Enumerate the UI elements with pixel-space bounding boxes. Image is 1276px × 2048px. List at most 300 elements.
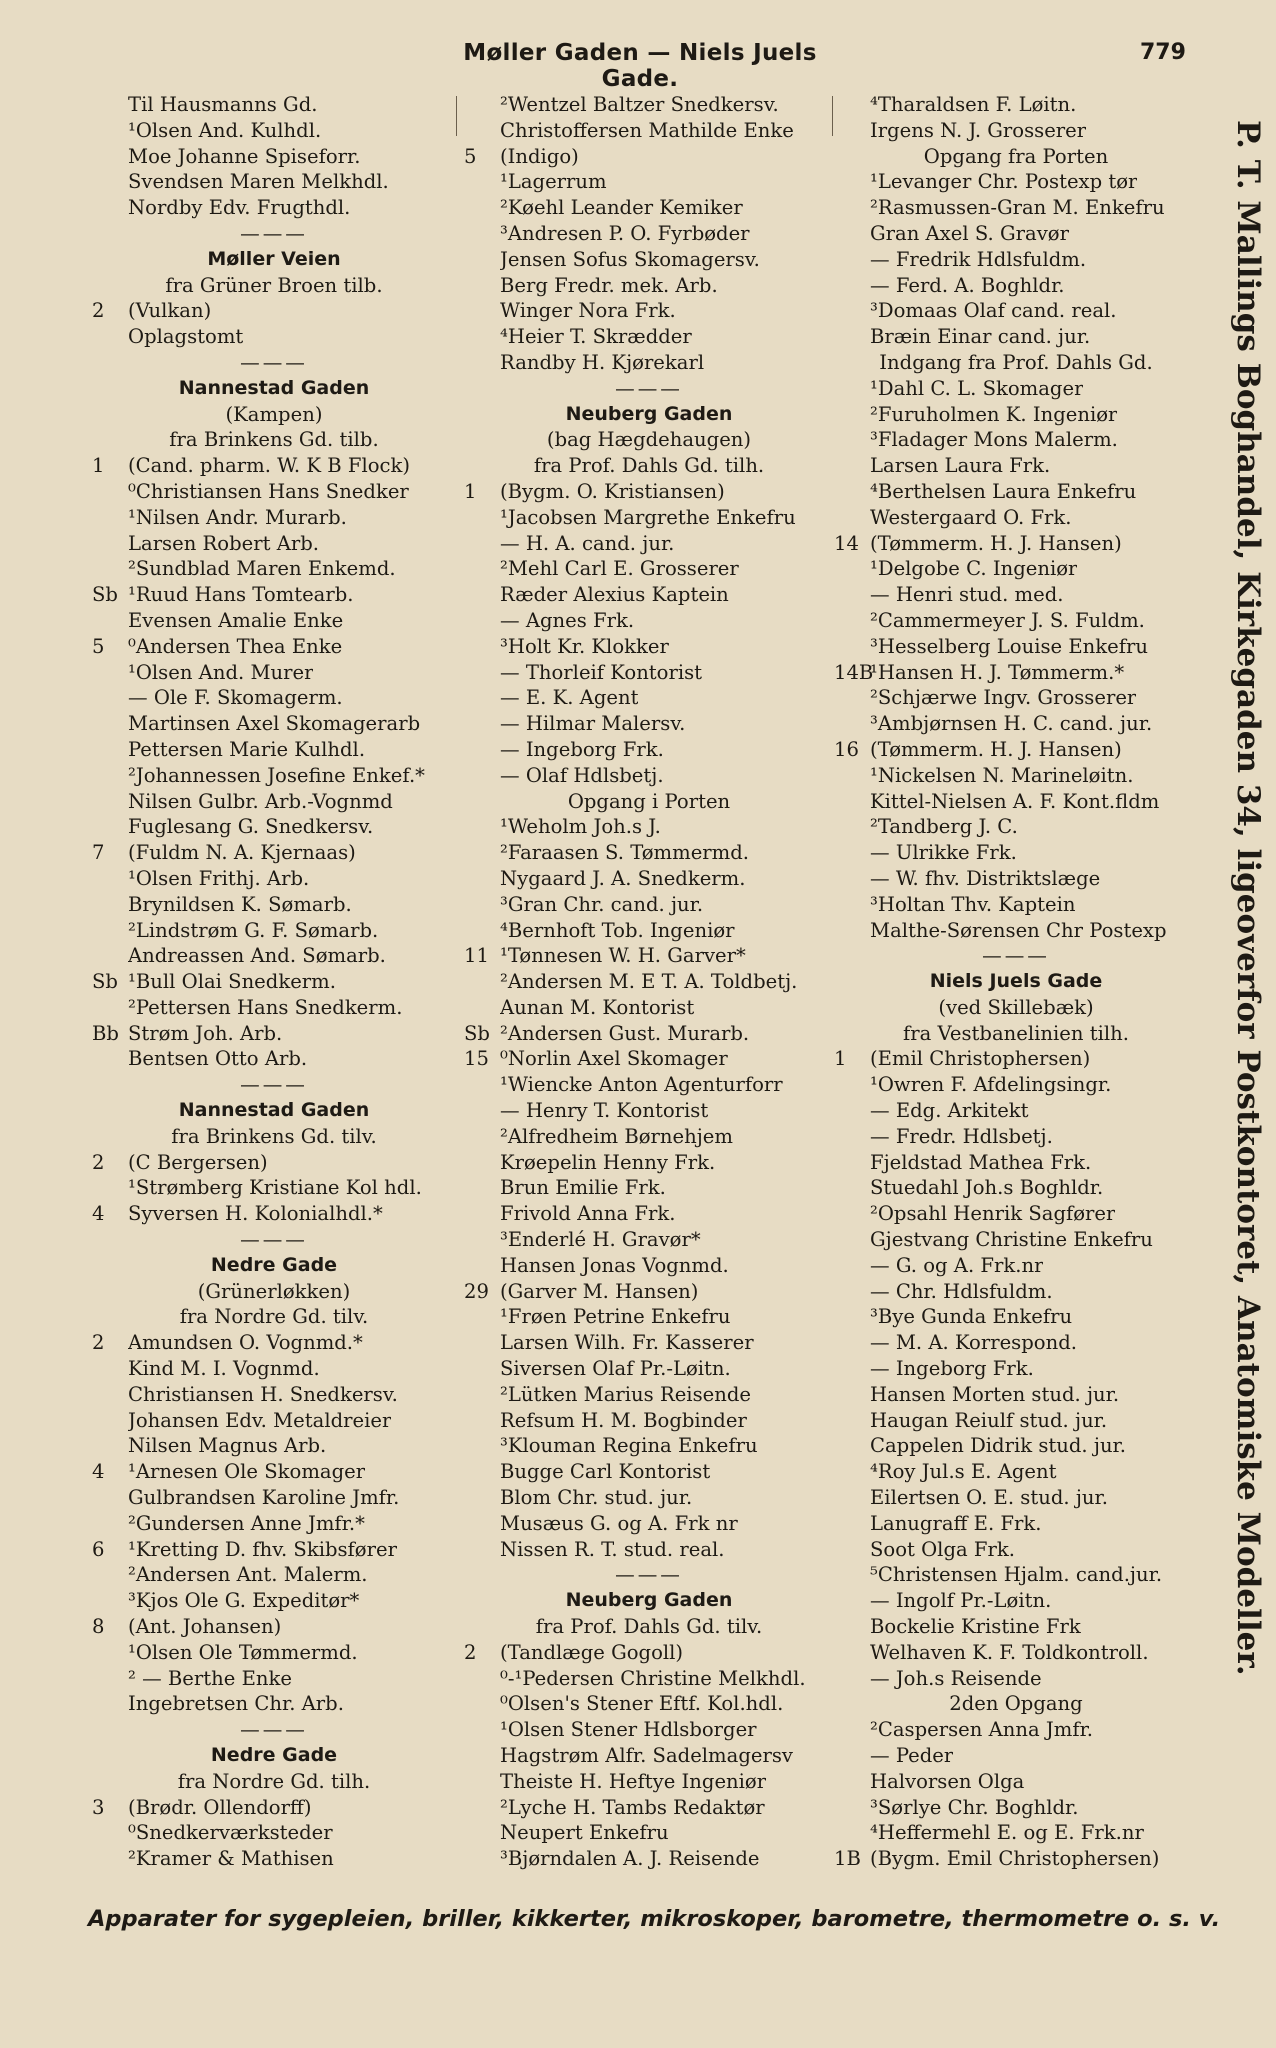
house-number (834, 1820, 870, 1846)
directory-entry (92, 943, 456, 969)
house-number (92, 737, 128, 763)
house-number (92, 118, 128, 144)
resident-text: Svendsen Maren Melkhdl. (128, 170, 389, 194)
directory-entry (92, 324, 456, 350)
directory-entry (834, 118, 1198, 144)
resident-text: ²Andersen Ant. Malerm. (128, 1563, 368, 1587)
resident-text: ²Tandberg J. C. (870, 815, 1018, 839)
resident-text: Amundsen O. Vognmd.* (128, 1331, 363, 1355)
resident-text: — E. K. Agent (500, 686, 639, 710)
street-heading (92, 1098, 456, 1124)
street-heading (92, 1253, 456, 1279)
house-number: Sb (92, 970, 118, 994)
resident-text: ²Faraasen S. Tømmermd. (500, 841, 750, 865)
resident-text: (Cand. pharm. W. K B Flock) (128, 454, 410, 478)
house-number (464, 1537, 500, 1563)
directory-entry (92, 711, 456, 737)
resident-text: ⁰-¹Pedersen Christine Melkhdl. (500, 1666, 806, 1690)
resident-text: ²Alfredheim Børnehjem (500, 1124, 733, 1148)
directory-entry (92, 918, 456, 944)
resident-text: — Ingeborg Frk. (870, 1357, 1034, 1381)
directory-entry (464, 1330, 834, 1356)
directory-entry (834, 273, 1198, 299)
street-subheading (464, 427, 834, 453)
house-number (464, 1201, 500, 1227)
resident-text: ²Andersen Gust. Murarb. (500, 1021, 750, 1045)
house-number (92, 1562, 128, 1588)
label-text: fra Nordre Gd. tilh. (177, 1769, 371, 1793)
resident-text: ¹Bull Olai Snedkerm. (128, 970, 336, 994)
directory-entry (464, 1820, 834, 1846)
directory-entry (92, 634, 456, 660)
directory-entry (834, 892, 1198, 918)
house-number (834, 92, 870, 118)
resident-text: — Agnes Frk. (500, 608, 635, 632)
directory-entry (92, 92, 456, 118)
page-title: Møller Gaden — Niels Juels Gade. (463, 40, 817, 92)
directory-entry (834, 1820, 1198, 1846)
directory-entry (92, 995, 456, 1021)
house-number (834, 1124, 870, 1150)
resident-text: Refsum H. M. Bogbinder (500, 1408, 747, 1432)
resident-text: Andreassen And. Sømarb. (128, 944, 386, 968)
directory-entry (834, 1485, 1198, 1511)
street-subheading (92, 1769, 456, 1795)
house-number (92, 1666, 128, 1692)
directory-entry (464, 918, 834, 944)
resident-text: Nilsen Magnus Arb. (128, 1434, 327, 1458)
label-text: ——— (615, 376, 683, 400)
house-number (92, 1820, 128, 1846)
resident-text: ³Gran Chr. cand. jur. (500, 892, 704, 916)
directory-entry (92, 969, 456, 995)
house-number (92, 711, 128, 737)
directory-entry (834, 1382, 1198, 1408)
house-number (464, 1717, 500, 1743)
resident-text: (Tømmerm. H. J. Hansen) (870, 737, 1122, 761)
resident-text: — Hilmar Malersv. (500, 712, 686, 736)
directory-entry (92, 1330, 456, 1356)
directory-entry (92, 144, 456, 170)
house-number: 11 (464, 944, 489, 968)
house-number: 5 (92, 634, 105, 658)
directory-entry (834, 789, 1198, 815)
house-number: 4 (92, 1202, 105, 1226)
house-number (464, 118, 500, 144)
house-number (464, 1459, 500, 1485)
house-number: 14 (834, 531, 859, 555)
directory-entry (92, 1795, 456, 1821)
directory-entry (834, 866, 1198, 892)
house-number (464, 582, 500, 608)
house-number (834, 582, 870, 608)
directory-entry (464, 763, 834, 789)
label-text: fra Brinkens Gd. tilb. (169, 428, 379, 452)
house-number: 3 (92, 1795, 105, 1819)
house-number (92, 1433, 128, 1459)
street-heading (92, 1743, 456, 1769)
resident-text: ³Kjos Ole G. Expeditør* (128, 1589, 360, 1613)
directory-entry (464, 1356, 834, 1382)
directory-entry (834, 1459, 1198, 1485)
label-text: ——— (240, 1228, 308, 1252)
house-number (834, 1537, 870, 1563)
house-number (92, 892, 128, 918)
directory-entry (834, 505, 1198, 531)
street-heading (464, 1588, 834, 1614)
directory-column-3 (834, 92, 1198, 1872)
house-number: 4 (92, 1460, 105, 1484)
directory-entry (834, 92, 1198, 118)
directory-entry (464, 1717, 834, 1743)
resident-text: Winger Nora Frk. (500, 299, 676, 323)
house-number (464, 1330, 500, 1356)
directory-entry (834, 1150, 1198, 1176)
resident-text: — Edg. Arkitekt (870, 1099, 1029, 1123)
directory-entry (464, 1304, 834, 1330)
directory-entry (834, 1279, 1198, 1305)
street-subheading (92, 402, 456, 428)
resident-text: ³Sørlye Chr. Boghldr. (870, 1795, 1079, 1819)
directory-entry (464, 1279, 834, 1305)
resident-text: Brynildsen K. Sømarb. (128, 892, 352, 916)
house-number: 1B (834, 1847, 861, 1871)
resident-text: ³Ambjørnsen H. C. cand. jur. (870, 712, 1153, 736)
house-number (92, 814, 128, 840)
resident-text: Hansen Morten stud. jur. (870, 1382, 1120, 1406)
directory-entry (92, 1459, 456, 1485)
directory-entry (834, 221, 1198, 247)
section-divider (92, 1717, 456, 1743)
resident-text: ⁰Christiansen Hans Snedker (128, 479, 409, 503)
resident-text: ²Sundblad Maren Enkemd. (128, 557, 396, 581)
house-number (464, 711, 500, 737)
resident-text: ¹Dahl C. L. Skomager (870, 376, 1084, 400)
house-number (464, 1356, 500, 1382)
resident-text: ³Andresen P. O. Fyrbøder (500, 221, 750, 245)
directory-entry (464, 1098, 834, 1124)
directory-entry (834, 1098, 1198, 1124)
label-text: ——— (240, 350, 308, 374)
directory-entry (464, 531, 834, 557)
directory-entry (464, 737, 834, 763)
resident-text: — Olaf Hdlsbetj. (500, 763, 664, 787)
house-number (834, 1201, 870, 1227)
house-number (834, 169, 870, 195)
resident-text: Hagstrøm Alfr. Sadelmagersv (500, 1744, 793, 1767)
house-number (834, 866, 870, 892)
resident-text: Moe Johanne Spiseforr. (128, 144, 361, 168)
directory-entry (464, 1666, 834, 1692)
directory-entry (464, 995, 834, 1021)
resident-text: ¹Levanger Chr. Postexp tør (870, 170, 1138, 194)
directory-entry (464, 324, 834, 350)
resident-text: Jensen Sofus Skomagersv. (500, 247, 760, 271)
directory-entry (834, 1356, 1198, 1382)
label-text: ——— (615, 1563, 683, 1587)
directory-entry (834, 479, 1198, 505)
directory-entry (834, 324, 1198, 350)
house-number (464, 350, 500, 376)
house-number (464, 995, 500, 1021)
directory-entry (92, 840, 456, 866)
directory-entry (464, 660, 834, 686)
street-heading (92, 247, 456, 273)
section-divider (92, 221, 456, 247)
house-number (464, 1382, 500, 1408)
directory-entry (464, 247, 834, 273)
directory-entry (834, 427, 1198, 453)
street-heading (834, 969, 1198, 995)
directory-entry (464, 1124, 834, 1150)
directory-entry (834, 1408, 1198, 1434)
house-number (464, 1846, 500, 1872)
directory-entry (92, 814, 456, 840)
house-number (92, 479, 128, 505)
house-number (464, 1666, 500, 1692)
resident-text: Martinsen Axel Skomagerarb (128, 712, 421, 736)
directory-entry (834, 531, 1198, 557)
house-number: 15 (464, 1047, 489, 1071)
directory-entry (92, 1382, 456, 1408)
resident-text: — Ferd. A. Boghldr. (870, 273, 1065, 297)
resident-text: Krøepelin Henny Frk. (500, 1150, 716, 1174)
resident-text: — Peder (870, 1744, 954, 1767)
house-number: 5 (464, 144, 477, 168)
street-subheading (834, 1691, 1198, 1717)
directory-entry (464, 556, 834, 582)
resident-text: — Ingolf Pr.-Løitn. (870, 1589, 1052, 1613)
resident-text: Nygaard J. A. Snedkerm. (500, 866, 746, 890)
resident-text: (Garver M. Hansen) (500, 1279, 699, 1303)
house-number: Sb (464, 1021, 490, 1045)
street-subheading (92, 427, 456, 453)
directory-entry (834, 1846, 1198, 1872)
house-number (464, 169, 500, 195)
house-number (464, 892, 500, 918)
page-header (0, 40, 1276, 92)
directory-entry (464, 479, 834, 505)
house-number (834, 247, 870, 273)
resident-text: Larsen Laura Frk. (870, 454, 1051, 478)
resident-text: (Bygm. Emil Christophersen) (870, 1847, 1160, 1871)
house-number (834, 1408, 870, 1434)
house-number (834, 1562, 870, 1588)
house-number (834, 840, 870, 866)
directory-entry (92, 505, 456, 531)
directory-entry (834, 1175, 1198, 1201)
house-number (92, 195, 128, 221)
resident-text: Soot Olga Frk. (870, 1537, 1015, 1561)
resident-text: ³Enderlé H. Gravør* (500, 1228, 701, 1252)
label-text: fra Vestbanelinien tilh. (903, 1021, 1129, 1045)
house-number (834, 195, 870, 221)
house-number (464, 92, 500, 118)
resident-text: ¹Olsen Frithj. Arb. (128, 866, 310, 890)
house-number: 2 (464, 1640, 477, 1664)
directory-entry (92, 1691, 456, 1717)
label-text: (Kampen) (225, 402, 323, 426)
resident-text: ⁴Berthelsen Laura Enkefru (870, 479, 1137, 503)
house-number (834, 1588, 870, 1614)
resident-text: Fuglesang G. Snedkersv. (128, 815, 374, 839)
house-number (834, 505, 870, 531)
house-number (834, 1511, 870, 1537)
resident-text: ⁰Snedkerværksteder (128, 1821, 333, 1845)
resident-text: ²Opsahl Henrik Sagfører (870, 1202, 1116, 1226)
directory-entry (834, 1433, 1198, 1459)
house-number (464, 1253, 500, 1279)
resident-text: ¹Nickelsen N. Marineløitn. (870, 763, 1134, 787)
resident-text: Til Hausmanns Gd. (128, 93, 318, 116)
house-number (464, 1304, 500, 1330)
label-text: Neuberg Gaden (565, 402, 733, 425)
resident-text: — Henry T. Kontorist (500, 1099, 709, 1123)
resident-text: (Brødr. Ollendorff) (128, 1795, 312, 1819)
resident-text: ¹Ruud Hans Tomtearb. (128, 583, 354, 607)
resident-text: ¹Owren F. Afdelingsingr. (870, 1073, 1112, 1097)
label-text: fra Brinkens Gd. tilv. (171, 1124, 377, 1148)
house-number (834, 376, 870, 402)
house-number (834, 1769, 870, 1795)
resident-text: ²Lindstrøm G. F. Sømarb. (128, 918, 379, 942)
directory-entry (834, 298, 1198, 324)
resident-text: — Fredr. Hdlsbetj. (870, 1124, 1053, 1148)
directory-entry (464, 1408, 834, 1434)
resident-text: ²Pettersen Hans Snedkerm. (128, 995, 403, 1019)
house-number (464, 298, 500, 324)
directory-entry (464, 1072, 834, 1098)
house-number (834, 1072, 870, 1098)
section-divider (92, 1072, 456, 1098)
house-number: 14B (834, 660, 874, 684)
directory-entry (464, 1382, 834, 1408)
label-text: Opgang fra Porten (923, 144, 1109, 168)
directory-entry (92, 1046, 456, 1072)
resident-text: ²Rasmussen-Gran M. Enkefru (870, 196, 1165, 220)
directory-entry (92, 1614, 456, 1640)
resident-text: Cappelen Didrik stud. jur. (870, 1434, 1127, 1458)
house-number (92, 1046, 128, 1072)
house-number (92, 1691, 128, 1717)
house-number (464, 1433, 500, 1459)
directory-entry (464, 350, 834, 376)
house-number (92, 763, 128, 789)
resident-text: ¹Kretting D. fhv. Skibsfører (128, 1537, 397, 1561)
directory-entry (834, 1769, 1198, 1795)
house-number (834, 1459, 870, 1485)
directory-entry (92, 531, 456, 557)
resident-text: ²Caspersen Anna Jmfr. (870, 1718, 1094, 1742)
resident-text: — Ingeborg Frk. (500, 737, 664, 761)
house-number (464, 195, 500, 221)
directory-entry (834, 918, 1198, 944)
directory-entry (834, 1537, 1198, 1563)
house-number (92, 556, 128, 582)
resident-text: Ræder Alexius Kaptein (500, 583, 729, 607)
resident-text: Neupert Enkefru (500, 1821, 669, 1845)
house-number (834, 1614, 870, 1640)
resident-text: (Ant. Johansen) (128, 1615, 282, 1639)
directory-entry (92, 737, 456, 763)
house-number (834, 556, 870, 582)
house-number (464, 608, 500, 634)
resident-text: ²Schjærwe Ingv. Grosserer (870, 686, 1137, 710)
house-number (834, 1227, 870, 1253)
resident-text: Irgens N. J. Grosserer (870, 118, 1087, 142)
house-number (464, 1820, 500, 1846)
directory-entry (464, 1795, 834, 1821)
directory-entry (834, 1562, 1198, 1588)
house-number (92, 324, 128, 350)
house-number (834, 763, 870, 789)
label-text: fra Nordre Gd. tilv. (179, 1305, 369, 1329)
resident-text: Syversen H. Kolonialhdl.* (128, 1202, 383, 1226)
directory-entry (834, 814, 1198, 840)
house-number (464, 1150, 500, 1176)
resident-text: Welhaven K. F. Toldkontroll. (870, 1640, 1149, 1664)
section-divider (92, 1227, 456, 1253)
house-number (92, 1485, 128, 1511)
resident-text: ¹Jacobsen Margrethe Enkefru (500, 505, 796, 529)
resident-text: — Joh.s Reisende (870, 1666, 1042, 1690)
directory-entry (92, 1021, 456, 1047)
house-number: Bb (92, 1021, 119, 1045)
house-number (92, 1175, 128, 1201)
directory-entry (834, 1795, 1198, 1821)
directory-entry (834, 737, 1198, 763)
resident-text: (Indigo) (500, 144, 579, 168)
label-text: (ved Skillebæk) (938, 995, 1094, 1019)
house-number (92, 608, 128, 634)
house-number (92, 1382, 128, 1408)
directory-entry (834, 1717, 1198, 1743)
label-text: Neuberg Gaden (565, 1589, 733, 1612)
directory-entry (834, 376, 1198, 402)
resident-text: ²Mehl Carl E. Grosserer (500, 557, 739, 581)
house-number (834, 1175, 870, 1201)
house-number (464, 1795, 500, 1821)
house-number: 29 (464, 1279, 489, 1303)
resident-text: Evensen Amalie Enke (128, 608, 344, 632)
resident-text: Blom Chr. stud. jur. (500, 1486, 693, 1510)
house-number (464, 1743, 500, 1769)
resident-text: Stuedahl Joh.s Boghldr. (870, 1176, 1104, 1200)
resident-text: — W. fhv. Distriktslæge (870, 866, 1101, 890)
resident-text: Aunan M. Kontorist (500, 995, 695, 1019)
resident-text: Ingebretsen Chr. Arb. (128, 1692, 344, 1716)
house-number: 1 (464, 479, 477, 503)
resident-text: — Ole F. Skomagerm. (128, 686, 343, 710)
street-subheading (92, 1304, 456, 1330)
resident-text: Kittel-Nielsen A. F. Kont.fldm (870, 789, 1160, 813)
label-text: 2den Opgang (949, 1692, 1083, 1716)
resident-text: ¹Olsen Ole Tømmermd. (128, 1640, 358, 1664)
directory-entry (92, 195, 456, 221)
resident-text: (Bygm. O. Kristiansen) (500, 479, 725, 503)
directory-entry (464, 840, 834, 866)
resident-text: ⁰Olsen's Stener Eftf. Kol.hdl. (500, 1692, 784, 1716)
directory-entry (92, 1356, 456, 1382)
house-number (464, 556, 500, 582)
house-number (464, 324, 500, 350)
directory-entry (834, 608, 1198, 634)
directory-entry (834, 1743, 1198, 1769)
resident-text: Johansen Edv. Metaldreier (128, 1408, 392, 1432)
directory-entry (834, 1072, 1198, 1098)
house-number (834, 427, 870, 453)
street-subheading (834, 144, 1198, 170)
